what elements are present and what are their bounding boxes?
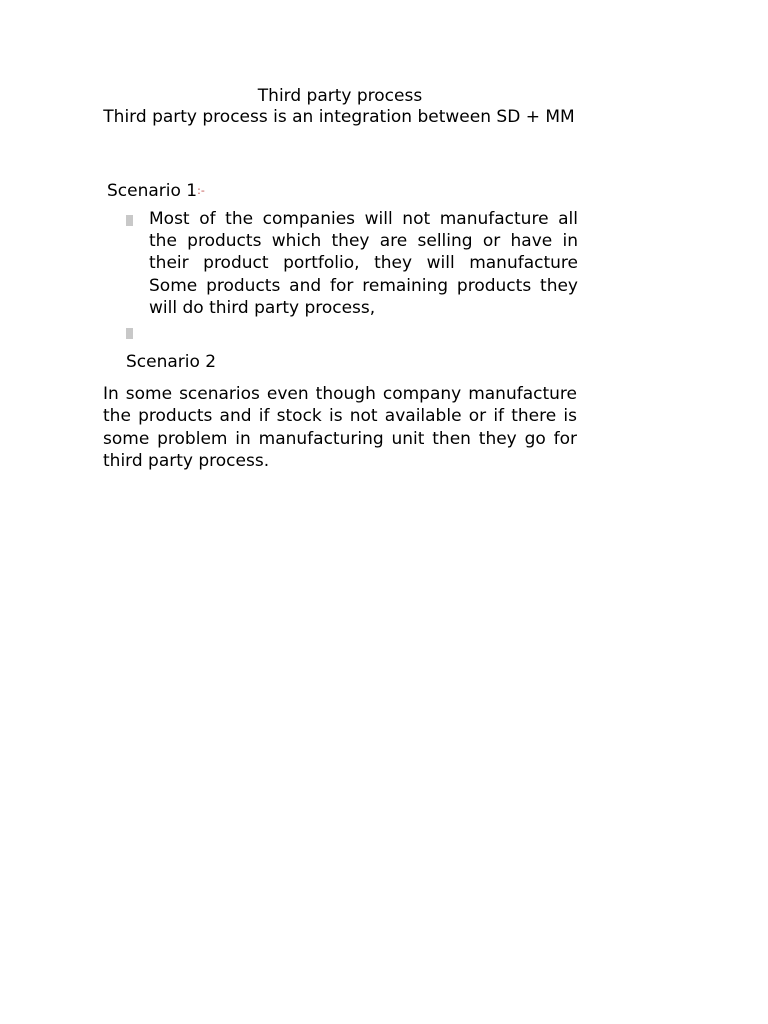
- document-title: Third party process: [257, 86, 423, 106]
- bullet-square-icon: [126, 215, 133, 226]
- bullet-item: [126, 208, 578, 319]
- bullet-item-empty: [126, 321, 578, 343]
- bullet-text: Most of the companies will not manufacture all the products which they are selling or have in their product portfolio, they will manufacture Some products and for remaining products they will do third party process,: [149, 209, 578, 318]
- bullet-square-icon: [126, 328, 133, 339]
- scenario-2-paragraph: In some scenarios even though company manufacture the products and if stock is not available or if there is some problem in manufacturing unit then they go for third party process.: [103, 384, 577, 471]
- scenario-1-marker: :-: [197, 184, 205, 197]
- document-subtitle: Third party process is an integration between SD + MM: [103, 107, 575, 127]
- scenario-1-heading-text: Scenario 1: [107, 181, 198, 201]
- scenario-2-heading: Scenario 2: [126, 352, 217, 372]
- scenario-1-heading: [107, 180, 205, 202]
- scenario-1-bullet-list: [126, 208, 578, 343]
